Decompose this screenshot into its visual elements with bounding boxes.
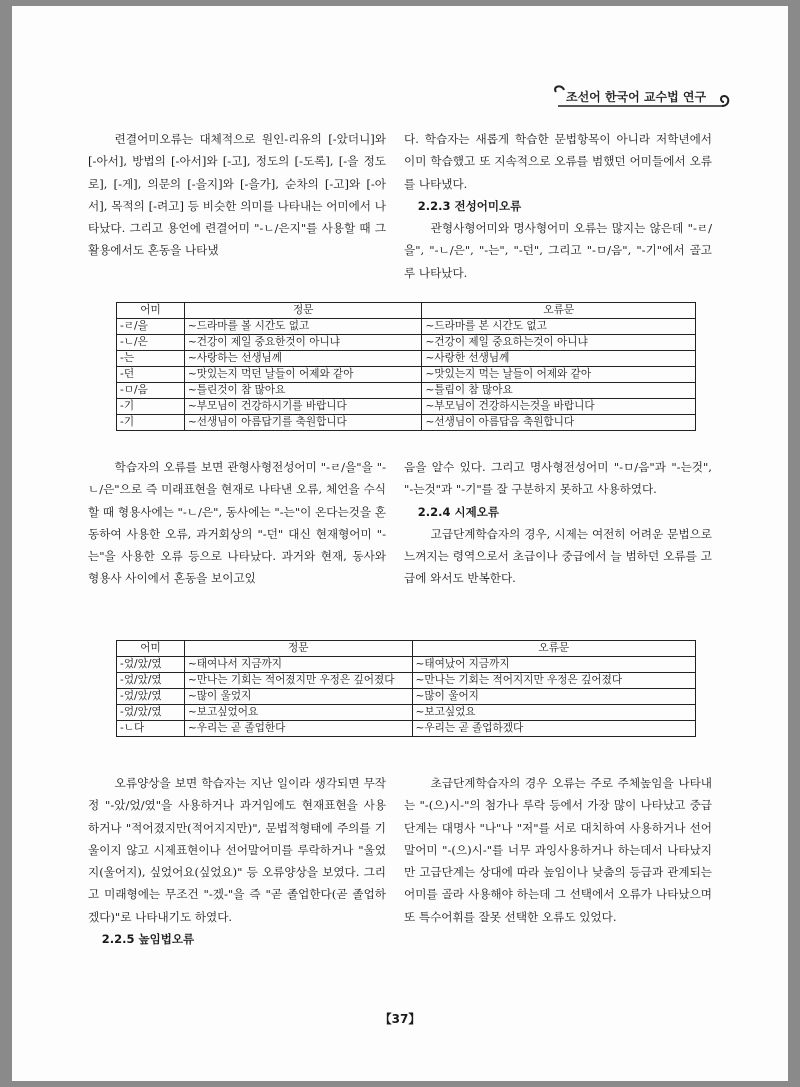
- table-cell: -ㄴ/은: [117, 335, 185, 351]
- table-cell: -기: [117, 415, 185, 431]
- paragraph: 초급단계학습자의 경우 오류는 주로 주체높임을 나타내는 "-(으)시-"의 첨가나 루락 등에서 가장 많이 나타났고 중급단계는 대명사 "나"나 "저"를 서로 대치하여 사용하거나 선어말어미 "-(으)시-"를 너무 과잉사용하거나 하는데서 나타났지만 고급단계는 상대에 따라 높임이나 낮춤의 등급과 관계되는 어미를 골라 사용해야 하는데 그 선택에서 오류가 나타났으며 또 특수어휘를 잘못 선택한 오류도 있었다.: [404, 776, 712, 924]
- table-cell: ~부모님이 건강하시기를 바랍니다: [184, 399, 422, 415]
- table-cell: ~사랑한 선생님께: [422, 351, 696, 367]
- left-column-bottom: [88, 772, 386, 950]
- table-cell: -는: [117, 351, 185, 367]
- page-number: 【37】: [379, 1012, 421, 1026]
- table-row: [117, 673, 696, 689]
- table-cell: -ㅁ/음: [117, 383, 185, 399]
- table-cell: ~많이 울었지: [184, 689, 412, 705]
- table-row: [117, 335, 696, 351]
- table-cell: -었/았/였: [117, 657, 185, 673]
- table-row: [117, 399, 696, 415]
- paragraph: 오류양상을 보면 학습자는 지난 일이라 생각되면 무작정 "-았/었/였"을 사용하거나 과거임에도 현재표현을 사용하거나 "적어졌지만(적어지지만)", 문법적형태에 주의를 기울이지 않고 시제표현이나 선어말어미를 루락하거나 "울었지(울어지), 싶었어요(싶었요)" 등 오류양상을 보였다. 그리고 미래형에는 무조건 "-겠-"을 즉 "곧 졸업한다(곧 졸업하겠다)"로 나타내기도 하였다.: [88, 776, 386, 924]
- ending-error-table: [116, 302, 696, 431]
- table-cell: ~드라마를 본 시간도 없고: [422, 319, 696, 335]
- paragraph: 관형사형어미와 명사형어미 오류는 많지는 않은데 "-ㄹ/을", "-ㄴ/은", "-는", "-던", 그리고 "-ㅁ/음", "-기"에서 골고루 나타났다.: [404, 221, 712, 280]
- section-heading: 2.2.4 시제오류: [417, 504, 499, 519]
- section-heading: 2.2.5 높임법오류: [101, 932, 195, 947]
- table-cell: ~건강이 제일 중요하는것이 아니냐: [422, 335, 696, 351]
- table-cell: ~만나는 기회는 적어졌지만 우정은 깊어졌다: [184, 673, 412, 689]
- table-header: 어미: [117, 303, 185, 319]
- table-cell: ~맛있는지 먹는 날들이 어제와 같아: [422, 367, 696, 383]
- running-header: [552, 84, 732, 112]
- right-column-top: [404, 128, 712, 284]
- table-header: 오류문: [422, 303, 696, 319]
- table-cell: ~보고싶었요: [412, 705, 696, 721]
- paragraph: 련결어미오류는 대체적으로 원인-리유의 [-았더니]와 [-아서], 방법의 [-아서]와 [-고], 정도의 [-도록], [-을 정도로], [-게], 의문의 [-을지]와 [-을가], 순차의 [-고]와 [-아서], 목적의 [-려고] 등 비슷한 의미를 나타내는 어미에서 나타났다. 그리고 용언에 련결어미 "-ㄴ/은지"를 사용할 때 그 활용에서도 혼동을 나타냈: [88, 132, 386, 258]
- table-cell: ~틀린것이 참 많아요: [184, 383, 422, 399]
- paragraph: 다. 학습자는 새롭게 학습한 문법항목이 아니라 저학년에서 이미 학습했고 또 지속적으로 오류를 범했던 어미들에서 오류를 나타냈다.: [404, 132, 712, 191]
- table-cell: ~선생님이 아름답음 축원합니다: [422, 415, 696, 431]
- left-column-top: [88, 128, 386, 262]
- table-row: [117, 721, 696, 737]
- table-cell: ~태여나서 지금까지: [184, 657, 412, 673]
- table-cell: ~만나는 기회는 적어지지만 우정은 깊어졌다: [412, 673, 696, 689]
- table-cell: ~보고싶었어요: [184, 705, 412, 721]
- table-header: 정문: [184, 641, 412, 657]
- table-cell: ~사랑하는 선생님께: [184, 351, 422, 367]
- table-row: [117, 657, 696, 673]
- table-row: [117, 415, 696, 431]
- paragraph: 고급단계학습자의 경우, 시제는 여전히 어려운 문법으로 느껴지는 령역으로서 초급이나 중급에서 늘 범하던 오류를 고급에 와서도 반복한다.: [404, 526, 712, 586]
- table-cell: ~우리는 곧 졸업하겠다: [412, 721, 696, 737]
- table-cell: -기: [117, 399, 185, 415]
- table-cell: -던: [117, 367, 185, 383]
- paragraph: 음을 알수 있다. 그리고 명사형전성어미 "-ㅁ/음"과 "-는것", "-는것"과 "-기"를 잘 구분하지 못하고 사용하였다.: [404, 460, 712, 497]
- right-column-bottom: [404, 772, 712, 928]
- table-cell: -었/았/였: [117, 689, 185, 705]
- paragraph: 학습자의 오류를 보면 관형사형전성어미 "-ㄹ/을"을 "-ㄴ/은"으로 즉 미래표현을 현재로 나타낸 오류, 체언을 수식할 때 형용사에는 "-ㄴ/은", 동사에는 "-는"이 온다는것을 혼동하여 사용한 오류, 과거회상의 "-던" 대신 현재형어미 "-는"을 사용한 오류 등으로 나타났다. 과거와 현재, 동사와 형용사 사이에서 혼동을 보이고있: [88, 460, 386, 586]
- table-cell: ~태여났어 지금까지: [412, 657, 696, 673]
- table-row: [117, 351, 696, 367]
- running-header-title: 조선어 한국어 교수법 연구: [566, 90, 707, 104]
- table-row: [117, 689, 696, 705]
- table-row: [117, 383, 696, 399]
- table-cell: ~많이 울어지: [412, 689, 696, 705]
- table-cell: ~선생님이 아름답기를 축원합니다: [184, 415, 422, 431]
- table-row: [117, 705, 696, 721]
- left-column-middle: [88, 456, 386, 590]
- table-header: 정문: [184, 303, 422, 319]
- tense-error-table: [116, 640, 696, 737]
- section-heading: 2.2.3 전성어미오류: [417, 198, 522, 213]
- table-header: 어미: [117, 641, 185, 657]
- table-cell: ~드라마를 볼 시간도 없고: [184, 319, 422, 335]
- table-cell: -ㄹ/을: [117, 319, 185, 335]
- table-row: [117, 367, 696, 383]
- table-cell: -ㄴ다: [117, 721, 185, 737]
- table-cell: -었/았/였: [117, 673, 185, 689]
- table-row: [117, 319, 696, 335]
- table-cell: ~틀림이 참 많아요: [422, 383, 696, 399]
- right-column-middle: [404, 456, 712, 590]
- table-cell: ~맛있는지 먹던 날들이 어제와 같아: [184, 367, 422, 383]
- table-cell: ~우리는 곧 졸업한다: [184, 721, 412, 737]
- table-cell: ~부모님이 건강하시는것을 바랍니다: [422, 399, 696, 415]
- table-header: 오류문: [412, 641, 696, 657]
- table-cell: -었/았/였: [117, 705, 185, 721]
- table-cell: ~건강이 제일 중요한것이 아니냐: [184, 335, 422, 351]
